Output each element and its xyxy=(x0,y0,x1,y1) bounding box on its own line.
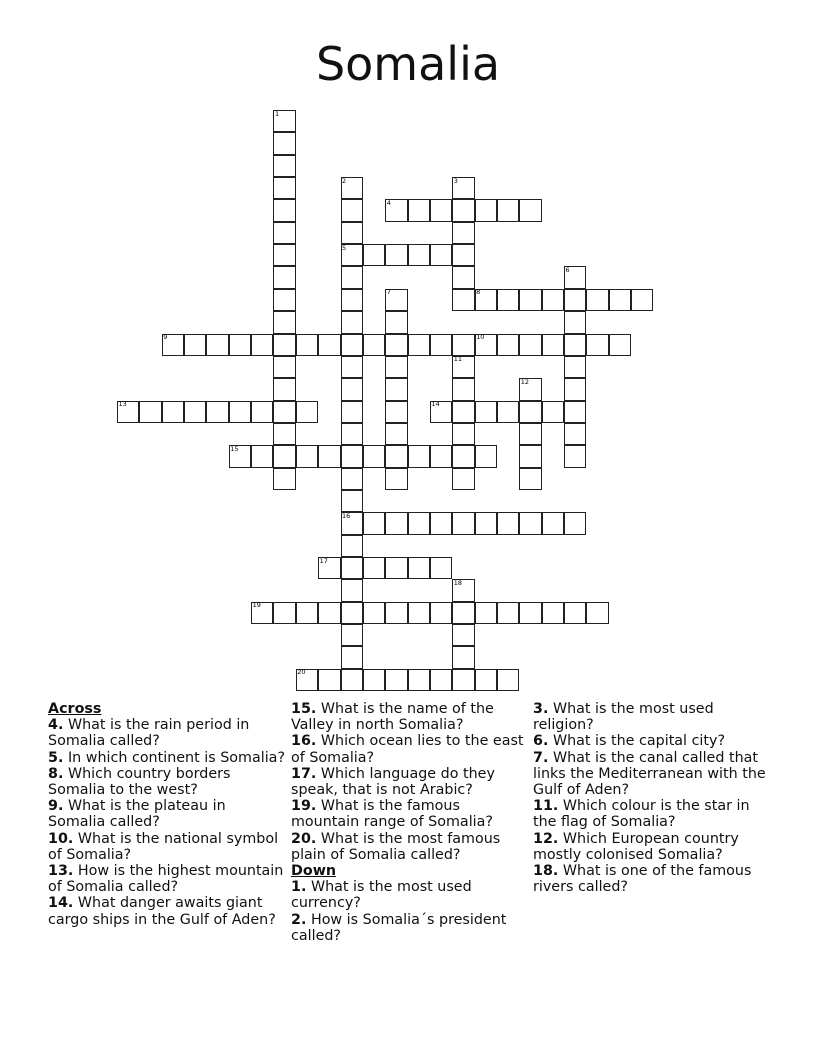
grid-cell[interactable] xyxy=(273,132,295,154)
grid-cell[interactable] xyxy=(519,512,541,534)
grid-cell[interactable] xyxy=(564,401,586,423)
grid-cell[interactable] xyxy=(452,222,474,244)
grid-cell[interactable] xyxy=(341,445,363,467)
grid-cell[interactable] xyxy=(519,602,541,624)
grid-cell[interactable] xyxy=(341,490,363,512)
clues-column-2 xyxy=(291,701,529,944)
grid-cell[interactable] xyxy=(341,602,363,624)
grid-cell[interactable] xyxy=(273,445,295,467)
grid-cell[interactable] xyxy=(341,222,363,244)
cell-number: 8 xyxy=(476,288,481,297)
grid-cell[interactable] xyxy=(408,512,430,534)
grid-cell[interactable] xyxy=(564,311,586,333)
grid-cell[interactable] xyxy=(497,334,519,356)
clue-across-16: 16. Which ocean lies to the east of Somalia? xyxy=(291,733,524,766)
grid-cell[interactable] xyxy=(564,512,586,534)
grid-cell[interactable] xyxy=(452,512,474,534)
grid-cell[interactable] xyxy=(542,512,564,534)
cell-number: 2 xyxy=(342,176,347,185)
grid-cell[interactable] xyxy=(385,423,407,445)
grid-cell[interactable] xyxy=(273,356,295,378)
grid-cell[interactable] xyxy=(341,356,363,378)
puzzle-title: Somalia xyxy=(315,37,501,91)
clue-down-2: 2. How is Somalia´s president called? xyxy=(291,911,507,944)
grid-cell[interactable] xyxy=(452,602,474,624)
grid-cell[interactable] xyxy=(385,244,407,266)
grid-cell[interactable] xyxy=(475,602,497,624)
grid-cell[interactable] xyxy=(296,401,318,423)
grid-cell[interactable] xyxy=(519,468,541,490)
grid-cell[interactable] xyxy=(497,401,519,423)
grid-cell[interactable] xyxy=(430,244,452,266)
grid-cell[interactable] xyxy=(452,646,474,668)
clues-column-1 xyxy=(48,701,286,928)
grid-cell[interactable] xyxy=(273,177,295,199)
cell-number: 16 xyxy=(342,511,351,520)
clue-across-13: 13. How is the highest mountain of Somalia called? xyxy=(48,863,284,896)
grid-cell[interactable] xyxy=(475,199,497,221)
grid-cell[interactable] xyxy=(519,401,541,423)
grid-cell[interactable] xyxy=(408,669,430,691)
grid-cell[interactable] xyxy=(318,602,340,624)
grid-cell[interactable] xyxy=(341,468,363,490)
grid-cell[interactable] xyxy=(273,423,295,445)
grid-cell[interactable] xyxy=(184,401,206,423)
grid-cell[interactable] xyxy=(341,378,363,400)
grid-cell[interactable] xyxy=(251,401,273,423)
grid-cell[interactable] xyxy=(341,669,363,691)
clue-down-3: 3. What is the most used religion? xyxy=(533,701,714,734)
grid-cell[interactable] xyxy=(519,289,541,311)
grid-cell[interactable] xyxy=(564,602,586,624)
clue-down-1: 1. What is the most used currency? xyxy=(291,879,472,912)
cell-number: 1 xyxy=(274,109,280,118)
clue-across-8: 8. Which country borders Somalia to the west? xyxy=(48,765,231,799)
grid-cell[interactable] xyxy=(206,334,228,356)
grid-cell[interactable] xyxy=(452,423,474,445)
grid-cell[interactable] xyxy=(564,423,586,445)
grid-cell[interactable] xyxy=(162,401,184,423)
grid-cell[interactable] xyxy=(296,602,318,624)
grid-cell[interactable] xyxy=(452,199,474,221)
grid-cell[interactable] xyxy=(273,401,295,423)
grid-cell[interactable] xyxy=(452,401,474,423)
grid-cell[interactable] xyxy=(452,334,474,356)
grid-cell[interactable] xyxy=(273,199,295,221)
cell-number: 17 xyxy=(319,556,328,565)
clue-down-18: 18. What is one of the famous rivers called? xyxy=(533,863,752,896)
grid-cell[interactable] xyxy=(341,579,363,601)
grid-cell[interactable] xyxy=(408,334,430,356)
grid-cell[interactable] xyxy=(542,334,564,356)
grid-cell[interactable] xyxy=(273,378,295,400)
grid-cell[interactable] xyxy=(206,401,228,423)
grid-cell[interactable] xyxy=(497,669,519,691)
grid-cell[interactable] xyxy=(497,512,519,534)
grid-cell[interactable] xyxy=(452,624,474,646)
grid-cell[interactable] xyxy=(452,445,474,467)
grid-cell[interactable] xyxy=(586,602,608,624)
cell-number: 5 xyxy=(342,243,347,252)
grid-cell[interactable] xyxy=(497,602,519,624)
grid-cell[interactable] xyxy=(385,356,407,378)
grid-cell[interactable] xyxy=(385,557,407,579)
grid-cell[interactable] xyxy=(296,445,318,467)
grid-cell[interactable] xyxy=(363,557,385,579)
grid-cell[interactable] xyxy=(363,334,385,356)
grid-cell[interactable] xyxy=(609,334,631,356)
grid-cell[interactable] xyxy=(229,334,251,356)
cell-number: 11 xyxy=(453,355,463,364)
grid-cell[interactable] xyxy=(251,334,273,356)
grid-cell[interactable] xyxy=(408,244,430,266)
clue-across-4: 4. What is the rain period in Somalia called? xyxy=(48,717,250,750)
grid-cell[interactable] xyxy=(363,244,385,266)
grid-cell[interactable] xyxy=(341,266,363,288)
grid-cell[interactable] xyxy=(408,445,430,467)
grid-cell[interactable] xyxy=(408,602,430,624)
grid-cell[interactable] xyxy=(430,199,452,221)
clue-across-15: 15. What is the name of the Valley in north Somalia? xyxy=(291,701,494,734)
grid-cell[interactable] xyxy=(452,669,474,691)
grid-cell[interactable] xyxy=(408,557,430,579)
clue-across-19: 19. What is the famous mountain range of Somalia? xyxy=(291,798,493,831)
grid-cell[interactable] xyxy=(475,512,497,534)
clue-across-5: 5. In which continent is Somalia? xyxy=(48,749,286,766)
grid-cell[interactable] xyxy=(475,669,497,691)
grid-cell[interactable] xyxy=(430,445,452,467)
grid-cell[interactable] xyxy=(586,334,608,356)
grid-cell[interactable] xyxy=(385,445,407,467)
grid-cell[interactable] xyxy=(385,602,407,624)
cell-number: 9 xyxy=(163,333,168,341)
grid-cell[interactable] xyxy=(475,445,497,467)
grid-cell[interactable] xyxy=(273,468,295,490)
cell-number: 19 xyxy=(252,601,261,610)
grid-cell[interactable] xyxy=(385,311,407,333)
cell-number: 20 xyxy=(297,668,306,677)
grid-cell[interactable] xyxy=(631,289,653,311)
grid-cell[interactable] xyxy=(519,423,541,445)
grid-cell[interactable] xyxy=(430,602,452,624)
across-heading: Across xyxy=(48,701,102,717)
grid-cell[interactable] xyxy=(385,468,407,490)
cell-number: 15 xyxy=(230,444,239,453)
clue-down-11: 11. Which colour is the star in the flag of Somalia? xyxy=(533,798,750,831)
grid-cell[interactable] xyxy=(564,378,586,400)
cell-number: 12 xyxy=(520,377,530,386)
grid-cell[interactable] xyxy=(363,602,385,624)
grid-cell[interactable] xyxy=(519,445,541,467)
grid-cell[interactable] xyxy=(341,401,363,423)
grid-cell[interactable] xyxy=(341,557,363,579)
cell-number: 13 xyxy=(118,400,127,409)
grid-cell[interactable] xyxy=(452,244,474,266)
grid-cell[interactable] xyxy=(430,557,452,579)
grid-cell[interactable] xyxy=(586,289,608,311)
grid-cell[interactable] xyxy=(341,535,363,557)
grid-cell[interactable] xyxy=(430,334,452,356)
clue-down-7: 7. What is the canal called that links the Mediterranean with the Gulf of Aden? xyxy=(533,749,766,799)
grid-cell[interactable] xyxy=(564,445,586,467)
grid-cell[interactable] xyxy=(341,199,363,221)
cell-number: 3 xyxy=(453,176,458,185)
grid-cell[interactable] xyxy=(452,378,474,400)
grid-cell[interactable] xyxy=(273,602,295,624)
grid-cell[interactable] xyxy=(542,602,564,624)
grid-cell[interactable] xyxy=(363,445,385,467)
clues-column-3 xyxy=(533,701,771,895)
grid-cell[interactable] xyxy=(341,624,363,646)
clue-down-12: 12. Which European country mostly colonised Somalia? xyxy=(533,830,739,863)
clue-across-10: 10. What is the national symbol of Somalia? xyxy=(48,830,279,863)
grid-cell[interactable] xyxy=(542,289,564,311)
grid-cell[interactable] xyxy=(273,289,295,311)
grid-cell[interactable] xyxy=(341,311,363,333)
grid-cell[interactable] xyxy=(251,445,273,467)
grid-cell[interactable] xyxy=(564,356,586,378)
cell-number: 10 xyxy=(476,333,485,341)
cell-number: 14 xyxy=(431,400,440,409)
cell-number: 18 xyxy=(453,578,463,587)
grid-cell[interactable] xyxy=(296,334,318,356)
grid-cell[interactable] xyxy=(385,401,407,423)
grid-cell[interactable] xyxy=(452,468,474,490)
grid-cell[interactable] xyxy=(341,289,363,311)
clue-across-17: 17. Which language do they speak, that is not Arabic? xyxy=(291,765,495,799)
grid-cell[interactable] xyxy=(430,512,452,534)
grid-cell[interactable] xyxy=(430,669,452,691)
grid-cell[interactable] xyxy=(519,334,541,356)
grid-cell[interactable] xyxy=(341,423,363,445)
clue-across-20: 20. What is the most famous plain of Somalia called? xyxy=(291,830,501,863)
clue-across-9: 9. What is the plateau in Somalia called? xyxy=(48,798,226,831)
grid-cell[interactable] xyxy=(363,512,385,534)
grid-cell[interactable] xyxy=(273,266,295,288)
grid-cell[interactable] xyxy=(273,222,295,244)
down-heading: Down xyxy=(291,863,337,880)
clue-across-14: 14. What danger awaits giant cargo ships in the Gulf of Aden? xyxy=(48,895,276,928)
grid-cell[interactable] xyxy=(475,401,497,423)
grid-cell[interactable] xyxy=(385,378,407,400)
grid-cell[interactable] xyxy=(139,401,161,423)
cell-number: 7 xyxy=(386,288,391,297)
grid-cell[interactable] xyxy=(519,199,541,221)
cell-number: 6 xyxy=(565,265,570,274)
grid-cell[interactable] xyxy=(564,289,586,311)
grid-cell[interactable] xyxy=(184,334,206,356)
grid-cell[interactable] xyxy=(542,401,564,423)
grid-cell[interactable] xyxy=(385,669,407,691)
grid-cell[interactable] xyxy=(318,445,340,467)
grid-cell[interactable] xyxy=(273,244,295,266)
grid-cell[interactable] xyxy=(609,289,631,311)
grid-cell[interactable] xyxy=(273,334,295,356)
grid-cell[interactable] xyxy=(452,266,474,288)
clue-down-6: 6. What is the capital city? xyxy=(533,733,726,750)
grid-cell[interactable] xyxy=(497,289,519,311)
grid-cell[interactable] xyxy=(318,669,340,691)
grid-cell[interactable] xyxy=(363,669,385,691)
grid-cell[interactable] xyxy=(385,334,407,356)
grid-cell[interactable] xyxy=(452,289,474,311)
grid-cell[interactable] xyxy=(341,646,363,668)
cell-number: 4 xyxy=(386,198,391,207)
grid-cell[interactable] xyxy=(273,311,295,333)
grid-cell[interactable] xyxy=(408,199,430,221)
grid-cell[interactable] xyxy=(385,512,407,534)
grid-cell[interactable] xyxy=(341,334,363,356)
grid-cell[interactable] xyxy=(497,199,519,221)
grid-cell[interactable] xyxy=(229,401,251,423)
grid-cell[interactable] xyxy=(564,334,586,356)
grid-cell[interactable] xyxy=(318,334,340,356)
grid-cell[interactable] xyxy=(273,155,295,177)
